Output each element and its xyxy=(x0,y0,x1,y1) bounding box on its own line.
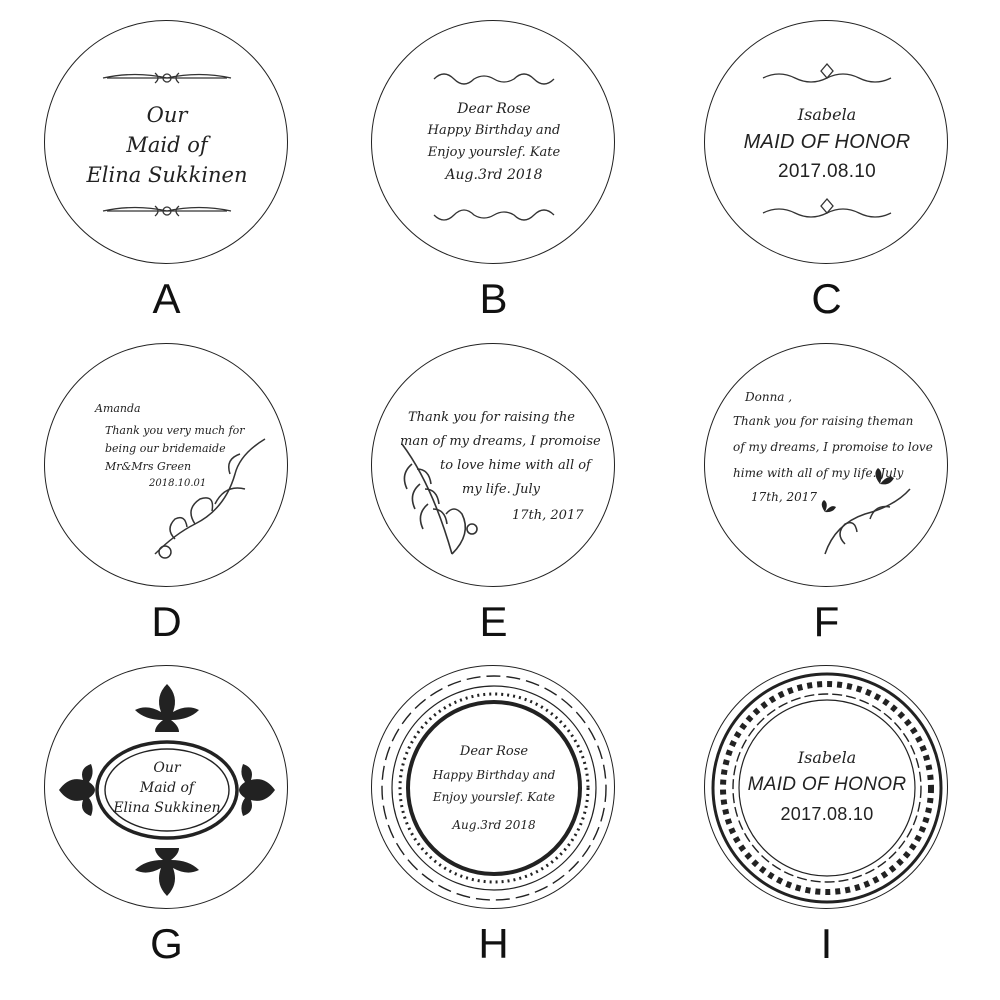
line-4: Aug.3rd 2018 xyxy=(445,167,543,183)
line-2: Happy Birthday and xyxy=(432,768,556,782)
label-b: B xyxy=(479,275,508,322)
design-f xyxy=(660,323,993,656)
design-e xyxy=(327,323,660,656)
line-1: Thank you for raising the xyxy=(408,410,575,425)
label-g: G xyxy=(150,920,183,967)
line-4: Aug.3rd 2018 xyxy=(452,818,536,832)
line-3: Elina Sukkinen xyxy=(113,800,221,816)
line-1: Our xyxy=(153,760,181,776)
line-3: 2017.08.10 xyxy=(780,804,874,824)
design-h xyxy=(327,645,660,978)
line-3: Enjoy yourslef. Kate xyxy=(432,790,556,804)
coaster-i xyxy=(704,665,948,909)
label-a: A xyxy=(152,275,181,322)
line-2: man of my dreams, I promoise xyxy=(400,434,601,449)
label-d: D xyxy=(151,598,182,645)
line-3: Elina Sukkinen xyxy=(86,163,248,187)
line-2: Thank you very much for xyxy=(105,424,245,437)
coaster-f xyxy=(704,343,948,587)
line-5: 17th, 2017 xyxy=(512,508,584,523)
line-3: 2017.08.10 xyxy=(777,161,877,182)
line-2: Thank you for raising theman xyxy=(733,414,914,428)
line-2: Maid of xyxy=(126,133,208,157)
line-1: Isabela xyxy=(797,105,857,124)
line-3: to love hime with all of xyxy=(440,458,591,473)
design-b xyxy=(327,0,660,333)
design-d xyxy=(0,323,333,656)
line-2: Maid of xyxy=(139,780,195,796)
line-4: hime with all of my life. July xyxy=(733,466,904,480)
line-1: Dear Rose xyxy=(457,101,531,117)
coaster-h xyxy=(371,665,615,909)
scalloped-border-icon xyxy=(372,666,615,909)
line-4: my life. July xyxy=(462,482,540,497)
label-h: H xyxy=(478,920,509,967)
coaster-a xyxy=(44,20,288,264)
line-2: MAID OF HONOR xyxy=(743,131,911,153)
coaster-e xyxy=(371,343,615,587)
line-5: 17th, 2017 xyxy=(751,490,817,504)
coaster-g xyxy=(44,665,288,909)
label-i: I xyxy=(820,920,833,967)
line-4: Mr&Mrs Green xyxy=(105,460,192,473)
line-1: Our xyxy=(146,103,188,127)
label-c: C xyxy=(811,275,842,322)
line-2: Happy Birthday and xyxy=(427,123,561,138)
line-1: Isabela xyxy=(797,748,857,767)
coaster-c xyxy=(704,20,948,264)
line-5: 2018.10.01 xyxy=(149,478,207,489)
design-a xyxy=(0,0,333,333)
line-1: Amanda xyxy=(95,402,141,415)
coaster-b xyxy=(371,20,615,264)
line-3: Enjoy yourslef. Kate xyxy=(427,145,561,160)
flourish-ornament-icon xyxy=(372,21,615,264)
line-1: Donna , xyxy=(745,390,793,404)
line-3: of my dreams, I promoise to love xyxy=(733,440,933,454)
design-g xyxy=(0,645,333,978)
design-i xyxy=(660,645,993,978)
coaster-d xyxy=(44,343,288,587)
label-e: E xyxy=(479,598,508,645)
line-2: MAID OF HONOR xyxy=(747,774,907,795)
label-f: F xyxy=(813,598,840,645)
design-c xyxy=(660,0,993,333)
line-3: being our bridemaide xyxy=(105,442,226,455)
line-1: Dear Rose xyxy=(459,744,529,759)
